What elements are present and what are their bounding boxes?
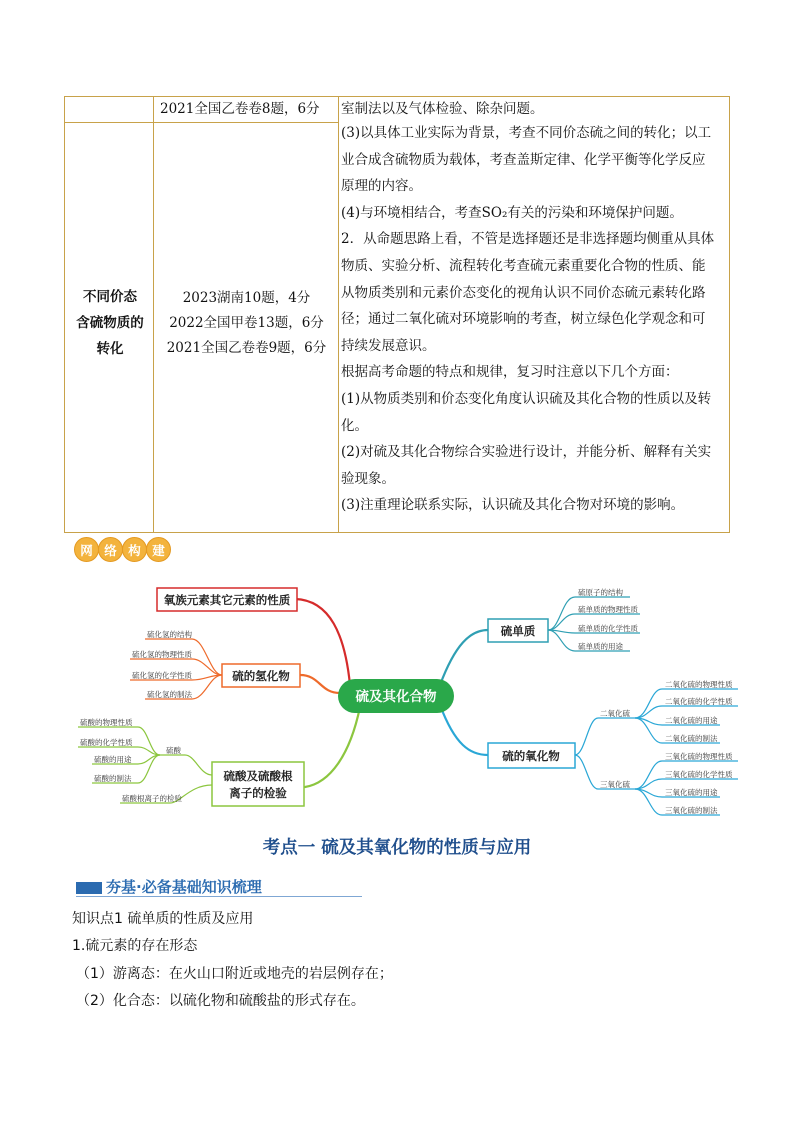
table-topic-cell: 不同价态 含硫物质的 转化	[76, 289, 144, 357]
svg-text:氧族元素其它元素的性质: 氧族元素其它元素的性质	[163, 593, 291, 607]
section-title: 考点一 硫及其氧化物的性质与应用	[262, 838, 532, 858]
svg-text:二氧化硫的化学性质: 二氧化硫的化学性质	[665, 697, 733, 706]
svg-text:二氧化硫的用途: 二氧化硫的用途	[665, 716, 718, 725]
svg-text:硫酸: 硫酸	[166, 746, 181, 755]
table-top-exam: 2021全国乙卷卷8题，6分	[160, 101, 320, 117]
svg-text:硫单质的化学性质: 硫单质的化学性质	[578, 624, 638, 633]
svg-text:硫单质: 硫单质	[500, 624, 536, 638]
svg-text:硫化氢的制法: 硫化氢的制法	[147, 690, 192, 699]
body-line: （1）游离态：在火山口附近或地壳的岩层例存在；	[76, 966, 393, 982]
svg-text:二氧化硫的制法: 二氧化硫的制法	[665, 734, 718, 743]
subsection-underline	[76, 896, 362, 897]
svg-text:二氧化硫的物理性质: 二氧化硫的物理性质	[665, 680, 733, 689]
svg-text:硫单质的用途: 硫单质的用途	[578, 642, 623, 651]
svg-text:硫单质的物理性质: 硫单质的物理性质	[578, 605, 638, 614]
svg-text:硫酸的化学性质: 硫酸的化学性质	[80, 738, 133, 747]
subsection-bar	[76, 882, 102, 894]
body-line: （2）化合态：以硫化物和硫酸盐的形式存在。	[76, 993, 365, 1009]
svg-text:硫的氧化物: 硫的氧化物	[502, 749, 560, 763]
subsection-header: 夯基·必备基础知识梳理	[76, 876, 362, 896]
svg-text:硫原子的结构: 硫原子的结构	[578, 588, 623, 597]
svg-text:硫酸的制法: 硫酸的制法	[94, 774, 132, 783]
mindmap-center-label: 硫及其化合物	[355, 689, 437, 705]
svg-text:硫酸的物理性质: 硫酸的物理性质	[80, 718, 133, 727]
svg-text:三氧化硫: 三氧化硫	[600, 780, 630, 789]
svg-text:硫的氢化物: 硫的氢化物	[232, 669, 290, 683]
knowledge-point-heading: 知识点1 硫单质的性质及应用	[72, 911, 254, 927]
svg-text:三氧化硫的化学性质: 三氧化硫的化学性质	[665, 770, 733, 779]
svg-text:三氧化硫的制法: 三氧化硫的制法	[665, 806, 718, 815]
network-build-banner: 网 络 构 建	[74, 537, 170, 562]
svg-text:硫酸及硫酸根: 硫酸及硫酸根	[223, 769, 293, 783]
svg-text:硫酸的用途: 硫酸的用途	[94, 755, 132, 764]
svg-text:三氧化硫的用途: 三氧化硫的用途	[665, 788, 718, 797]
svg-text:硫化氢的物理性质: 硫化氢的物理性质	[132, 650, 192, 659]
svg-text:离子的检验: 离子的检验	[229, 786, 287, 800]
table-exams-cell: 2023湖南10题，4分 2022全国甲卷13题，6分 2021全国乙卷卷9题，6分	[166, 290, 327, 356]
svg-text:三氧化硫的物理性质: 三氧化硫的物理性质	[665, 752, 733, 761]
svg-text:硫酸根离子的检验: 硫酸根离子的检验	[122, 794, 182, 803]
mind-map	[0, 575, 794, 830]
svg-text:硫化氢的化学性质: 硫化氢的化学性质	[132, 671, 192, 680]
body-line: 1.硫元素的存在形态	[72, 938, 198, 954]
svg-text:二氧化硫: 二氧化硫	[600, 709, 630, 718]
svg-text:硫化氢的结构: 硫化氢的结构	[147, 630, 192, 639]
table-analysis-cell: (3)以具体工业实际为背景，考查不同价态硫之间的转化；以工 业合成含硫物质为载体，考查盖斯定律、化学平衡等化学反应 原理的内容。 (4)与环境相结合，考查SO₂有关的污染和环境保护问题。 2．从命题思路上看，不管是选择题还是非选择题均侧重从具体 物质、实验分析、流程转化考查硫元素重要化合物的性质、能 从物质类别和元素价态变化的视角认识不同价态硫元素转化路 径；通过二氧化硫对环境影响的考查，树立绿色化学观念和可 持续发展意识。 根据高考命题的特点和规律，复习时注意以下几个方面： (1)从物质类别和价态变化角度认识硫及其化合物的性质以及转 化。 (2)对硫及其化合物综合实验进行设计，并能分析、解释有关实 验现象。 (3)注重理论联系实际，认识硫及其化合物对环境的影响。	[341, 125, 715, 514]
table-top-analysis: 室制法以及气体检验、除杂问题。	[341, 101, 544, 117]
